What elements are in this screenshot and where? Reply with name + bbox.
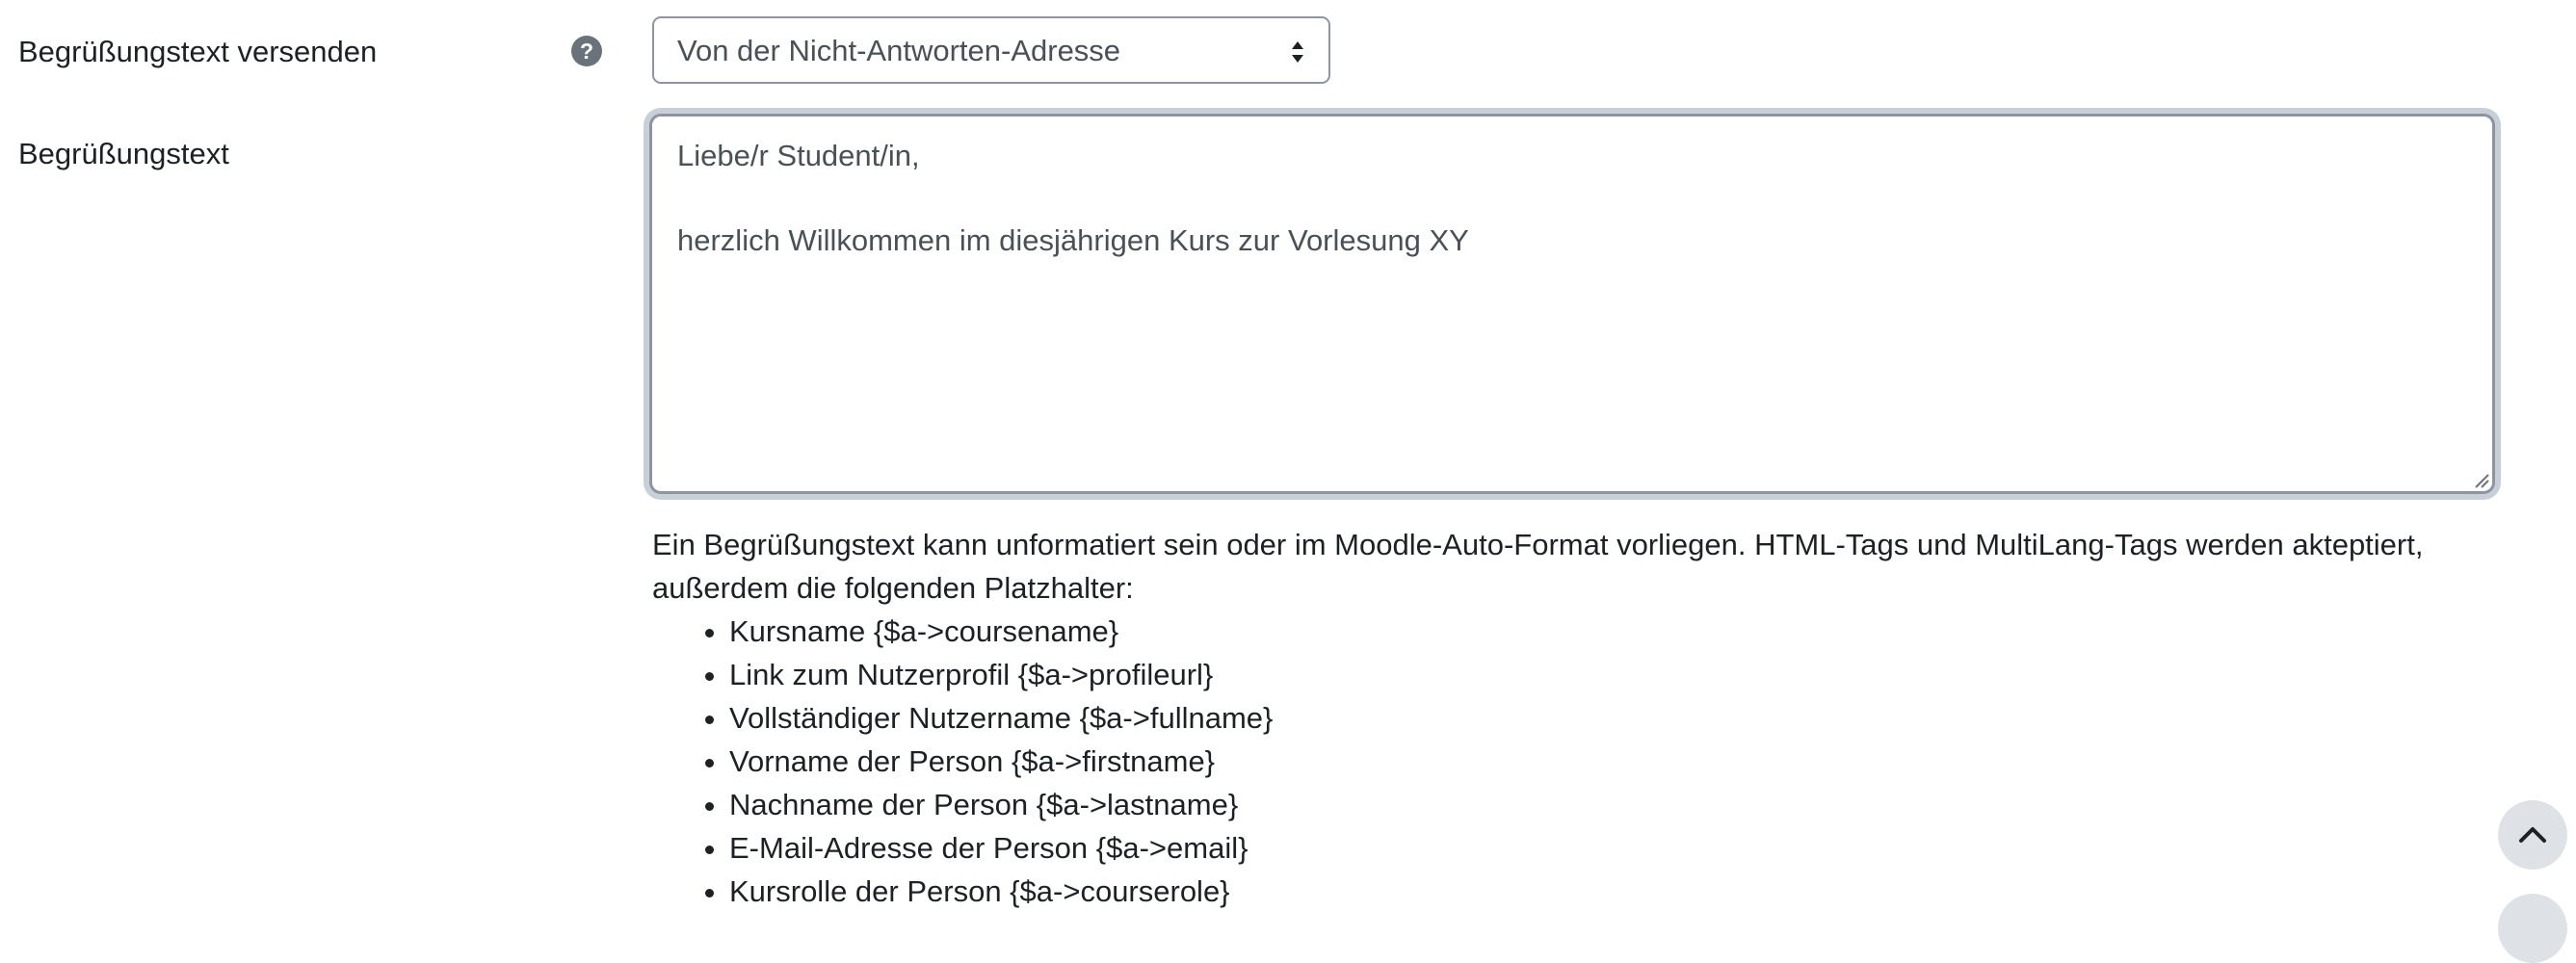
placeholder-item: • Kursrolle der Person {$a->courserole} bbox=[729, 870, 2483, 913]
placeholder-item: • Vollständiger Nutzername {$a->fullname} bbox=[729, 696, 2483, 740]
welcome-send-select[interactable] bbox=[652, 16, 1330, 84]
scroll-to-top-button[interactable] bbox=[2498, 800, 2567, 870]
welcome-text-description bbox=[652, 523, 2483, 913]
welcome-text-line: Liebe/r Student/in, bbox=[677, 139, 920, 172]
welcome-text-label: Begrüßungstext bbox=[18, 137, 229, 170]
description-intro: Ein Begrüßungstext kann unformatiert sein oder im Moodle-Auto-Format vorliegen. HTML-Tags und MultiLang-Tags werden akteptiert, außerdem die folgenden Platzhalter: bbox=[652, 528, 2424, 605]
placeholder-item: • E-Mail-Adresse der Person {$a->email} bbox=[729, 826, 2483, 870]
welcome-textarea[interactable] bbox=[649, 114, 2495, 494]
placeholder-list bbox=[652, 610, 2483, 913]
welcome-send-selected-value: Von der Nicht-Antworten-Adresse bbox=[677, 34, 1121, 67]
placeholder-item: • Vorname der Person {$a->firstname} bbox=[729, 740, 2483, 783]
help-icon[interactable]: ? bbox=[571, 36, 602, 66]
placeholder-item: • Kursname {$a->coursename} bbox=[729, 610, 2483, 653]
welcome-send-label: Begrüßungstext versenden bbox=[18, 35, 378, 68]
select-arrows-icon bbox=[1290, 39, 1305, 65]
resize-grip-icon[interactable] bbox=[2472, 471, 2489, 488]
floating-button[interactable] bbox=[2498, 894, 2567, 963]
welcome-text-line: herzlich Willkommen im diesjährigen Kurs zur Vorlesung XY bbox=[677, 223, 1469, 257]
placeholder-item: • Nachname der Person {$a->lastname} bbox=[729, 783, 2483, 826]
chevron-up-icon bbox=[2517, 821, 2548, 848]
placeholder-item: • Link zum Nutzerprofil {$a->profileurl} bbox=[729, 653, 2483, 696]
